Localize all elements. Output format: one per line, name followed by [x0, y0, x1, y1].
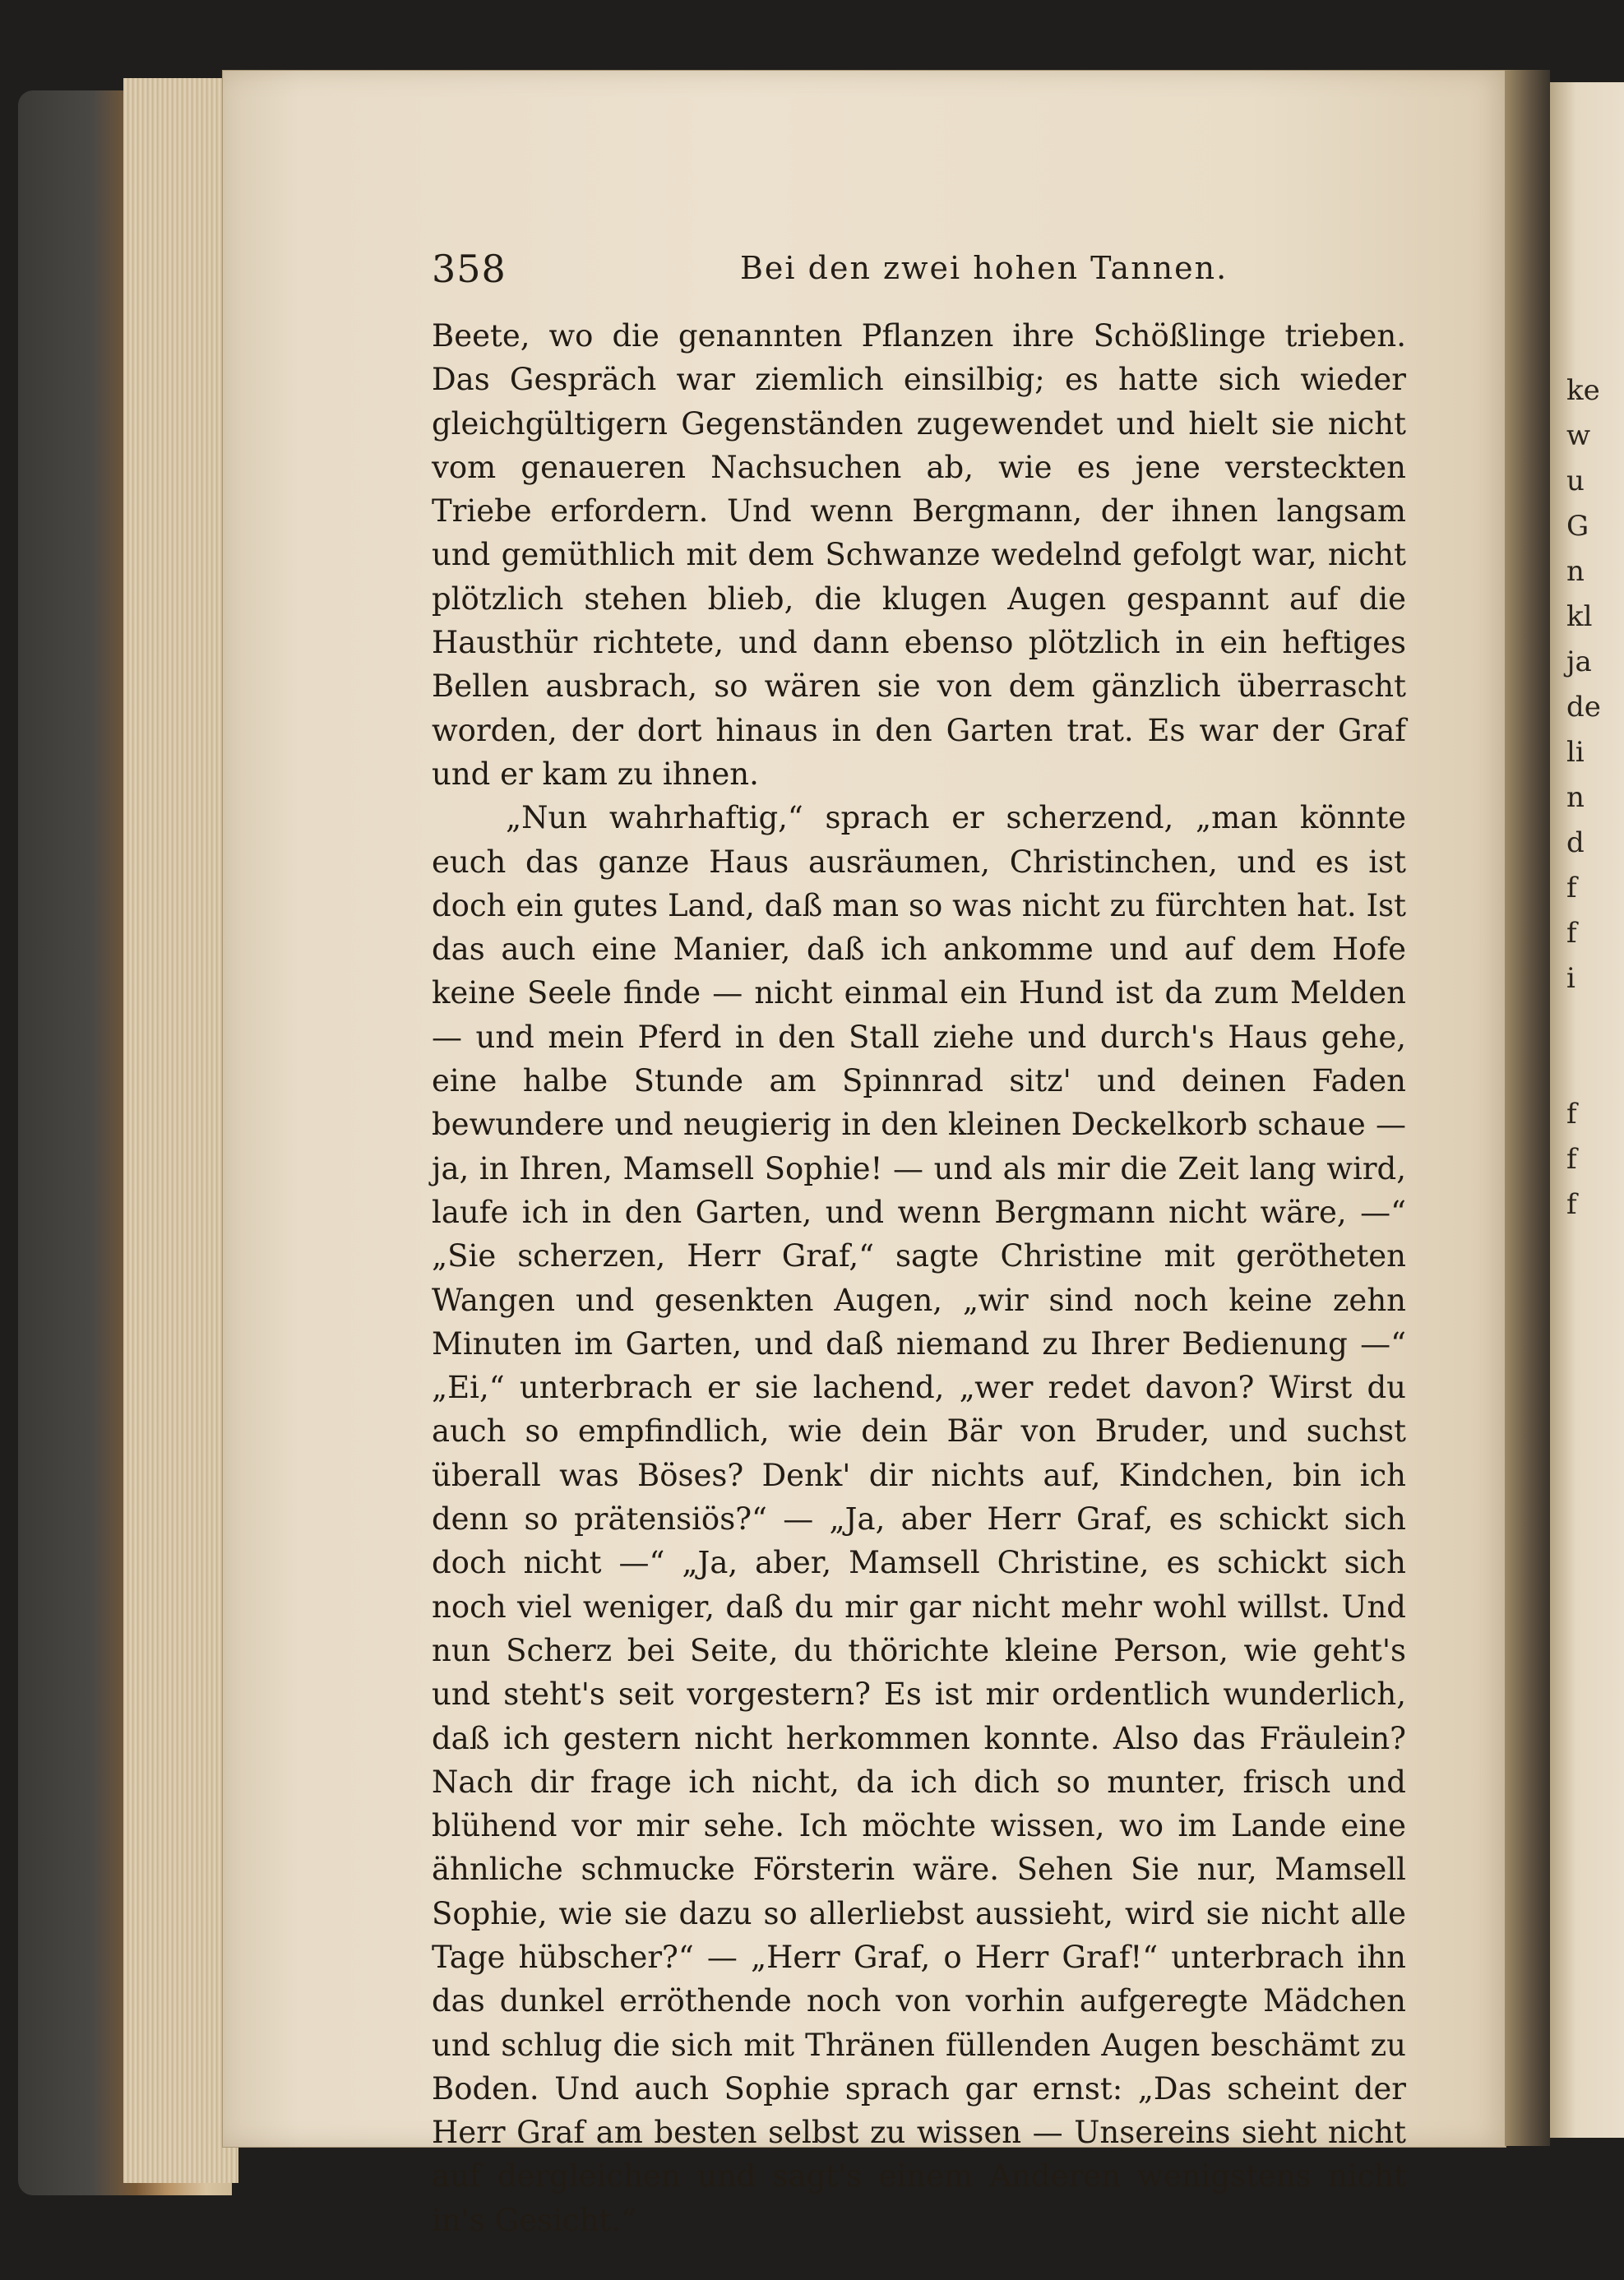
right-page-text-fragment: u: [1566, 465, 1585, 497]
right-page-text-fragment: ke: [1566, 374, 1600, 407]
right-page-text-fragment: f: [1566, 1098, 1577, 1131]
right-page-text-fragment: i: [1566, 962, 1575, 995]
right-page-text-fragment: d: [1566, 826, 1585, 859]
right-page-text-fragment: f: [1566, 872, 1577, 904]
right-page-text-fragment: f: [1566, 1188, 1577, 1221]
page-text-body: [432, 314, 1406, 2242]
page-stack-edge: [123, 78, 238, 2183]
paragraph: Beete, wo die genannten Pflanzen ihre Schößlinge trieben. Das Gespräch war ziemlich einsilbig; es hatte sich wieder gleichgültigern Gegenständen zugewendet und hielt sie nicht vom genaueren Nachsuchen ab, wie es jene versteckten Triebe erfordern. Und wenn Bergmann, der ihnen langsam und gemüthlich mit dem Schwanze wedelnd gefolgt war, nicht plötzlich stehen blieb, die klugen Augen gespannt auf die Hausthür richtete, und dann ebenso plötzlich in ein heftiges Bellen ausbrach, so wären sie von dem gänzlich überrascht worden, der dort hinaus in den Garten trat. Es war der Graf und er kam zu ihnen.: [432, 318, 1406, 792]
right-page-text-fragment: ja: [1566, 645, 1592, 678]
right-page-text-fragment: G: [1566, 510, 1589, 543]
paragraph: „Nun wahrhaftig,“ sprach er scherzend, „man könnte euch das ganze Haus ausräumen, Christinchen, und es ist doch ein gutes Land, daß man so was nicht zu fürchten hat. Ist das auch eine Manier, daß ich ankomme und auf dem Hofe keine Seele finde — nicht einmal ein Hund ist da zum Melden — und mein Pferd in den Stall ziehe und durch's Haus gehe, eine halbe Stunde am Spinnrad sitz' und deinen Faden bewundere und neugierig in den kleinen Deckelkorb schaue — ja, in Ihren, Mamsell Sophie! — und als mir die Zeit lang wird, laufe ich in den Garten, und wenn Bergmann nicht wäre, —“ „Sie scherzen, Herr Graf,“ sagte Christine mit gerötheten Wangen und gesenkten Augen, „wir sind noch keine zehn Minuten im Garten, und daß niemand zu Ihrer Bedienung —“ „Ei,“ unterbrach er sie lachend, „wer redet davon? Wirst du auch so empfindlich, wie dein Bär von Bruder, und suchst überall was Böses? Denk' dir nichts auf, Kindchen, bin ich denn so prätensiös?“ — „Ja, aber Herr Graf, es schickt sich doch nicht —“ „Ja, aber, Mamsell Christine, es schickt sich noch viel weniger, daß du mir gar nicht mehr wohl willst. Und nun Scherz bei Seite, du thörichte kleine Person, wie geht's und steht's seit vorgestern? Es ist mir ordentlich wunderlich, daß ich gestern nicht herkommen konnte. Also das Fräulein? Nach dir frage ich nicht, da ich dich so munter, frisch und blühend vor mir sehe. Ich möchte wissen, wo im Lande eine ähnliche schmucke Försterin wäre. Sehen Sie nur, Mamsell Sophie, wie sie dazu so allerliebst aussieht, wird sie nicht alle Tage hübscher?“ — „Herr Graf, o Herr Graf!“ unterbrach ihn das dunkel erröthende noch von vorhin aufgeregte Mädchen und schlug die sich mit Thränen füllenden Augen beschämt zu Boden. Und auch Sophie sprach gar ernst: „Das scheint der Herr Graf am besten selbst zu wissen — Unsereins sieht nicht auf dergleichen und sagt's einem Anderen wenigstens nicht in's Gesicht.“: [432, 800, 1406, 2238]
right-page-text-fragment: n: [1566, 781, 1585, 814]
right-page-text-fragment: n: [1566, 555, 1585, 588]
running-title: Bei den zwei hohen Tannen.: [740, 250, 1228, 286]
book-gutter: [1505, 70, 1550, 2146]
right-page-text-fragment: w: [1566, 419, 1591, 452]
page-number: 358: [432, 247, 507, 291]
right-page-text-fragment: kl: [1566, 600, 1593, 633]
right-page-text-fragment: de: [1566, 691, 1601, 724]
book-page-right-fragment: [1550, 82, 1624, 2138]
right-page-text-fragment: f: [1566, 1143, 1577, 1176]
right-page-text-fragment: li: [1566, 736, 1585, 769]
page-header: [432, 247, 1410, 296]
right-page-text-fragment: f: [1566, 917, 1577, 950]
